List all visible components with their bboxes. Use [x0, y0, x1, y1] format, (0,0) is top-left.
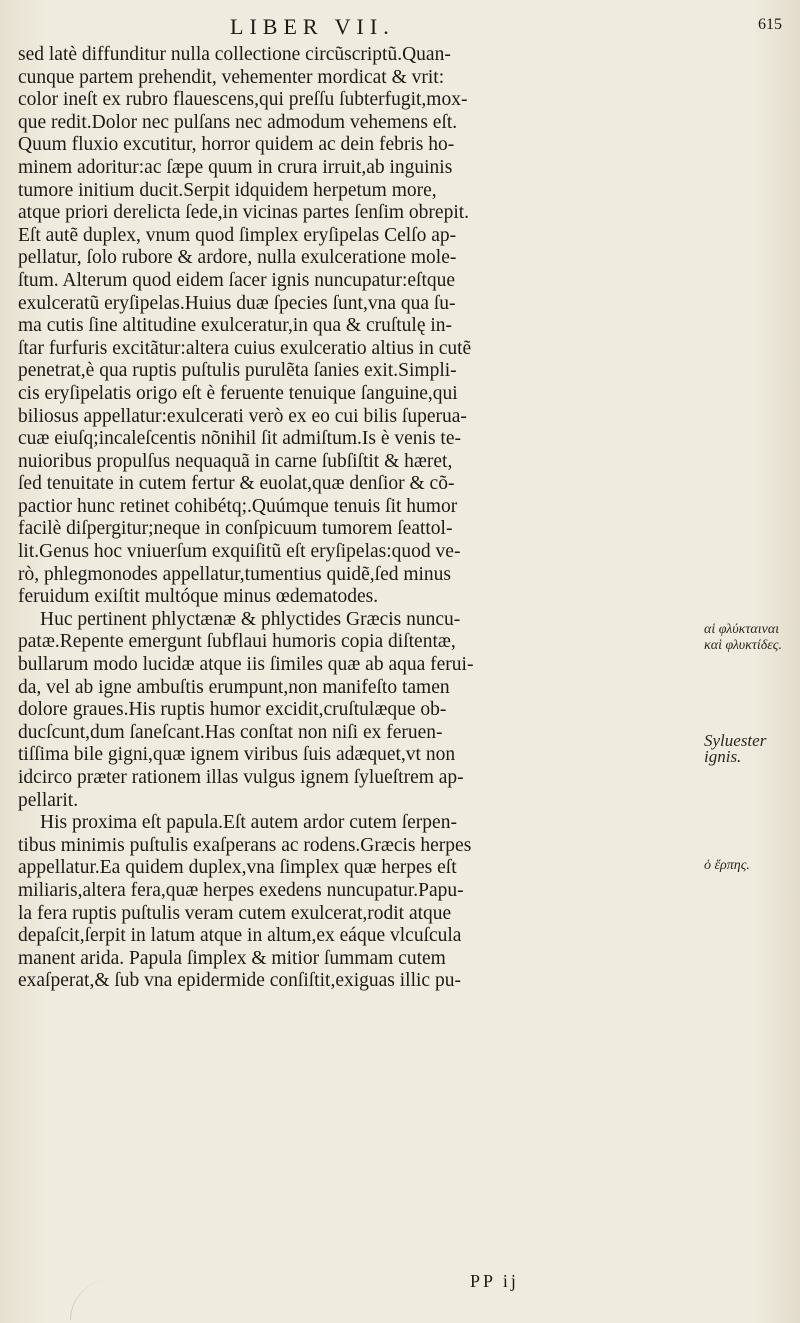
text-line: facilè diſpergitur;neque in conſpicuum tumorem ſeattol-	[18, 518, 453, 540]
paragraph-start-line: His proxima eſt papula.Eſt autem ardor cutem ſerpen-	[40, 812, 457, 834]
text-line: penetrat,è qua ruptis puſtulis purulẽta ſanies exit.Simpli-	[18, 360, 457, 382]
text-line: dolore graues.His ruptis humor excidit,cruſtulæque ob-	[18, 699, 447, 721]
margin-note-herpes: ὁ ἕρπης.	[704, 858, 750, 873]
text-line: cunque partem prehendit, vehementer mordicat & vrit:	[18, 66, 445, 88]
text-line: tumore initium ducit.Serpit idquidem herpetum more,	[18, 179, 437, 201]
text-line: Eſt autẽ duplex, vnum quod ſimplex eryſipelas Celſo ap-	[18, 224, 457, 246]
text-line: idcirco præter rationem illas vulgus ignem ſylueſtrem ap-	[18, 767, 464, 788]
text-line: minem adoritur:ac ſæpe quum in crura irruit,ab inguinis	[18, 156, 453, 178]
text-line: ſtum. Alterum quod eidem ſacer ignis nuncupatur:eſtque	[18, 269, 456, 291]
text-line: depaſcit,ſerpit in latum atque in altum,ex eáque vlcuſcula	[18, 925, 462, 947]
text-line: cuæ eiuſq;incaleſcentis nõnihil ſit admiſtum.Is è venis te-	[18, 428, 461, 450]
text-line: cis eryſipelatis origo eſt è feruente tenuique ſanguine,qui	[18, 382, 458, 404]
text-line: patæ.Repente emergunt ſubflaui humoris copia diſtentæ,	[18, 631, 456, 653]
text-line: feruidum exiſtit multóque minus œdematodes.	[18, 586, 379, 608]
text-line: color ineſt ex rubro flauescens,qui preſſu ſubterfugit,mox-	[18, 89, 468, 111]
text-line: pellarit.	[18, 789, 79, 811]
text-line: appellatur.Ea quidem duplex,vna ſimplex quæ herpes eſt	[18, 857, 457, 879]
signature-mark: PP ij	[470, 1271, 519, 1291]
margin-note-sylvester: Syluester ignis.	[704, 731, 767, 766]
text-line: ſtar furfuris excitãtur:altera cuius exulceratio altius in cutẽ	[18, 337, 472, 359]
paragraph-start-line: Huc pertinent phlyctænæ & phlyctides Græcis nuncu-	[40, 608, 461, 630]
text-line: miliaris,altera fera,quæ herpes exedens nuncupatur.Papu-	[18, 879, 464, 901]
text-line: ſed tenuitate in cutem fertur & euolat,quæ denſior & cõ-	[18, 473, 455, 495]
text-line: nuioribus propulſus nequaquã in carne ſubſiſtit & hæret,	[18, 450, 453, 472]
text-line: pellatur, ſolo rubore & ardore, nulla exulceratione mole-	[18, 247, 457, 269]
text-line: Quum fluxio excutitur, horror quidem ac dein febris ho-	[18, 134, 455, 156]
text-line: tibus minimis puſtulis exaſperans ac rodens.Græcis herpes	[18, 834, 472, 856]
text-line: rò, phlegmonodes appellatur,tumentius quidẽ,ſed minus	[18, 563, 452, 585]
text-line: pactior hunc retinet cohibétq;.Quúmque tenuis ſit humor	[18, 495, 458, 517]
text-line: biliosus appellatur:exulcerati verò ex eo cui bilis ſuperua-	[18, 405, 467, 427]
text-line: ma cutis ſine altitudine exulceratur,in qua & cruſtulę in-	[18, 315, 453, 337]
text-line: da, vel ab igne ambuſtis erumpunt,non manifeſto tamen	[18, 676, 450, 698]
running-head	[0, 14, 800, 40]
body-text	[18, 44, 700, 993]
text-line: bullarum modo lucidæ atque iis ſimiles quæ ab aqua ferui-	[18, 654, 474, 676]
text-line: atque priori derelicta ſede,in vicinas partes ſenſim obrepit.	[18, 202, 470, 224]
margin-note-greek: αἱ φλύκταιναι καὶ φλυκτίδες.	[704, 622, 782, 653]
page-number: 615	[758, 16, 782, 33]
text-line: sed latè diffunditur nulla collectione circũscriptũ.Quan-	[18, 44, 451, 65]
text-line: manent arida. Papula ſimplex & mitior ſummam cutem	[18, 947, 446, 969]
text-line: que redit.Dolor nec pulſans nec admodum vehemens eſt.	[18, 111, 458, 133]
text-line: exaſperat,& ſub vna epidermide conſiſtit,exiguas illic pu-	[18, 970, 461, 992]
text-line: lit.Genus hoc vniuerſum exquiſitũ eſt eryſipelas:quod ve-	[18, 541, 461, 563]
running-title: LIBER VII.	[230, 14, 395, 39]
text-line: tiſſima bile gigni,quæ ignem viribus ſuis adæquet,vt non	[18, 744, 456, 766]
text-line: ducſcunt,dum ſaneſcant.Has conſtat non niſi ex feruen-	[18, 721, 443, 743]
text-line: exulceratũ eryſipelas.Huius duæ ſpecies ſunt,vna qua ſu-	[18, 292, 456, 314]
text-line: la fera ruptis puſtulis veram cutem exulcerat,rodit atque	[18, 902, 452, 924]
page-stain	[70, 1280, 131, 1320]
